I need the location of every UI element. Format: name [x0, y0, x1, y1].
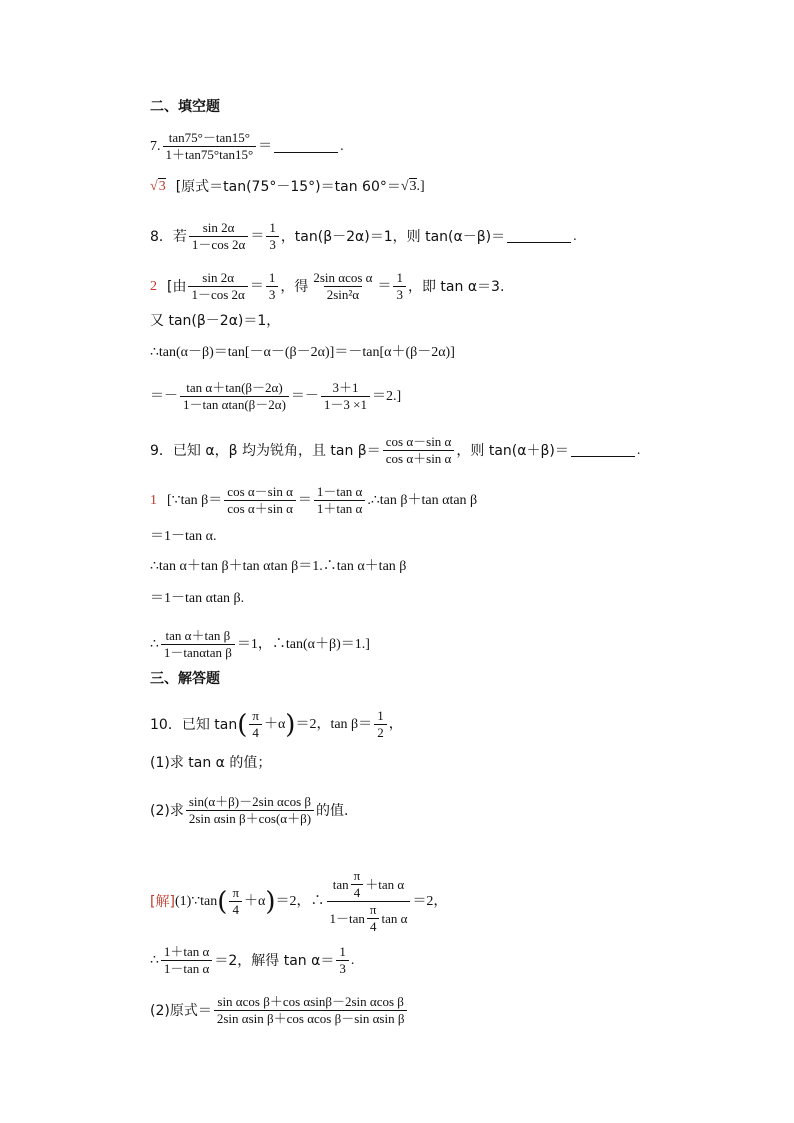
q8-s1-eq2: ＝: [377, 278, 392, 294]
section-heading-fill-in: 二、填空题: [150, 99, 220, 115]
q10-sol3-num: sin αcos β＋cos αsinβ－2sin αcos β: [217, 994, 404, 1009]
q8-s4-a: ＝－: [150, 388, 178, 404]
q8-fraction-1: [189, 220, 248, 253]
q10-sol2-fraction: [161, 944, 212, 977]
q8-s1-fraction-3: [310, 270, 375, 303]
q9-s5-f-num: tan α＋tan β: [165, 628, 231, 643]
q8-s1-fraction-4: [393, 270, 406, 303]
q10-p2-a: (2)求: [150, 802, 184, 819]
q8-s1-fraction-1: [188, 270, 247, 303]
q10-sol1-den-b: tan α: [381, 910, 408, 926]
q8-answer: 2: [150, 278, 157, 294]
q10-sol2-den: 1－tan α: [161, 960, 212, 977]
q8-f1-num: sin 2α: [202, 220, 235, 235]
q8-s4-fraction-2: [321, 380, 370, 413]
q10-half-fraction: [374, 708, 387, 741]
q10-label: 10．已知 tan: [150, 716, 238, 733]
q7-solution-end: .]: [416, 179, 425, 194]
q9-s1-f1-den: cos α＋sin α: [224, 500, 296, 517]
q9-mid: ，则 tan(α＋β)＝: [456, 442, 569, 459]
q7-solution-text: [原式＝tan(75°－15°)＝tan 60°＝: [175, 179, 401, 195]
q10-sol2-result-fraction: [336, 944, 349, 977]
q10-sol1-den-pi-den: 4: [367, 918, 380, 935]
q9-s1-f1-num: cos α－sin α: [227, 484, 293, 499]
q8-s1-c: ，即 tan α＝3.: [407, 278, 505, 295]
q8-s1-f2-den: 3: [266, 286, 279, 303]
q8-s1-a: [由: [167, 278, 187, 295]
q8-s4-fraction-1: [180, 380, 289, 413]
q8-s1-f3-num: 2sin αcos α: [313, 270, 373, 285]
q10-sol1-pi-num: π: [232, 885, 240, 900]
q8-s1-f1-num: sin 2α: [202, 270, 235, 285]
q9-s1-f2-den: 1＋tan α: [314, 500, 365, 517]
q9-f-num: cos α－sin α: [385, 434, 452, 449]
q10-sol1-num-b: ＋tan α: [365, 876, 405, 892]
q10-sol1-paren-open: (: [217, 886, 228, 917]
question-8: [150, 220, 577, 253]
q10-solution-tag: [解]: [150, 893, 175, 910]
q10-p2-fraction: [186, 794, 314, 827]
q10-half-num: 1: [377, 708, 384, 723]
q10-paren-close: ): [285, 709, 296, 740]
q8-s1-fraction-2: [266, 270, 279, 303]
q10-sol2-f-den: 3: [336, 960, 349, 977]
q10-sol1-big-num: [330, 868, 407, 901]
q9-s1-fraction-2: [314, 484, 365, 517]
q8-solution-line-1: [150, 270, 504, 303]
q8-s4-f1-den: 1－tan αtan(β－2α): [180, 396, 289, 413]
q10-sol1-num-pi-num: π: [353, 868, 361, 883]
q10-eq2: ＝2，tan β＝: [295, 716, 373, 732]
q10-sol1-big-fraction: [327, 868, 411, 935]
q10-sol1-num-pi: [351, 868, 364, 901]
q9-s1-b: .∴tan β＋tan αtan β: [367, 492, 478, 508]
q8-solution-line-2: 又 tan(β－2α)＝1，: [150, 313, 281, 329]
q8-s4-f1-num: tan α＋tan(β－2α): [186, 380, 283, 395]
q7-solution-root: √3: [400, 179, 417, 194]
q8-s4-b: ＝－: [290, 388, 319, 404]
q8-s1-f1-den: 1－cos 2α: [188, 286, 247, 303]
q10-part-2: [150, 794, 348, 827]
q10-sol1-a: (1)∵tan: [174, 893, 218, 909]
q9-fraction: [383, 434, 455, 467]
q10-sol1-plus-a: ＋α: [244, 893, 266, 909]
q10-plus-a: ＋α: [263, 716, 286, 732]
q8-s1-f4-num: 1: [396, 270, 403, 285]
q9-s1-eq: ＝: [297, 492, 312, 508]
q9-end: .: [636, 442, 641, 458]
q8-s4-c: ＝2.]: [372, 388, 402, 404]
q7-solution: [150, 178, 425, 196]
q10-sol3-den: 2sin αsin β＋cos αcos β－sin αsin β: [214, 1010, 408, 1027]
q8-solution-line-3: ∴tan(α－β)＝tan[－α－(β－2α)]＝－tan[α＋(β－2α)]: [150, 345, 455, 360]
q9-solution-line-2: ＝1－tan α.: [150, 529, 217, 544]
q9-s5-b: ＝1，∴tan(α＋β)＝1.]: [236, 636, 370, 652]
q9-s5-f-den: 1－tanαtan β: [161, 644, 235, 661]
q9-answer: 1: [150, 492, 157, 508]
q9-label: 9．已知 α，β 均为锐角，且 tan β＝: [150, 442, 381, 459]
section-heading-answer: 三、解答题: [150, 671, 220, 687]
q10-solution-line-3: [150, 994, 409, 1027]
q8-eq: ＝: [250, 228, 265, 244]
q8-label: 8．若: [150, 228, 187, 245]
q8-end: .: [573, 228, 577, 244]
q9-s1-a: [∵tan β＝: [167, 492, 223, 508]
q10-sol1-pi-fraction: [229, 885, 242, 918]
q10-sol1-paren-close: ): [265, 886, 276, 917]
q10-comma: ，: [388, 716, 403, 732]
q10-sol2-c: .: [350, 952, 355, 968]
q9-s1-fraction-1: [224, 484, 296, 517]
q7-label: 7.: [150, 138, 161, 154]
q10-sol1-num-a: tan: [332, 876, 349, 892]
question-9: [150, 434, 640, 467]
q10-sol1-den-pi-num: π: [369, 902, 377, 917]
q8-f1-den: 1－cos 2α: [189, 236, 248, 253]
q8-s4-f2-num: 3＋1: [332, 380, 359, 395]
q10-sol1-b: ＝2，∴: [275, 893, 325, 909]
q7-answer: √3: [150, 179, 166, 194]
q10-p2-num: sin(α＋β)－2sin αcos β: [188, 794, 312, 809]
q10-sol1-num-pi-den: 4: [351, 884, 364, 901]
q10-sol2-num: 1＋tan α: [163, 944, 210, 959]
q10-sol2-f-num: 1: [339, 944, 346, 959]
q8-mid: ，tan(β－2α)＝1，则 tan(α－β)＝: [280, 228, 506, 245]
q10-p2-b: 的值.: [316, 802, 349, 819]
q7-numerator: tan75°－tan15°: [168, 130, 250, 145]
q7-denominator: 1＋tan75°tan15°: [163, 146, 257, 163]
q10-sol1-big-den: [327, 901, 411, 935]
q8-f2-num: 1: [269, 220, 276, 235]
q9-solution-line-5: [150, 628, 370, 661]
q7-answer-blank: [274, 140, 338, 153]
q10-sol2-b: ＝2，解得 tan α＝: [214, 952, 335, 969]
q8-s1-b: ，得: [280, 278, 309, 295]
q10-sol1-c: ＝2，: [412, 893, 448, 909]
q8-solution-line-4: [150, 380, 401, 413]
q10-solution-line-1: [150, 868, 447, 935]
q9-f-den: cos α＋sin α: [383, 450, 455, 467]
q7-equals: ＝: [258, 138, 273, 154]
q10-pi-den: 4: [249, 724, 262, 741]
q10-sol2-a: ∴: [150, 952, 159, 968]
q9-s5-fraction: [161, 628, 235, 661]
q9-solution-line-4: ＝1－tan αtan β.: [150, 591, 245, 606]
q10-half-den: 2: [374, 724, 387, 741]
q7-fraction: [163, 130, 257, 163]
q8-s1-f4-den: 3: [393, 286, 406, 303]
q10-p2-den: 2sin αsin β＋cos(α＋β): [186, 810, 314, 827]
q10-solution-line-2: [150, 944, 354, 977]
q10-sol1-den-pi: [367, 902, 380, 935]
q10-paren-open: (: [237, 709, 248, 740]
q9-solution-line-1: [150, 484, 477, 517]
q9-solution-line-3: ∴tan α＋tan β＋tan αtan β＝1.∴tan α＋tan β: [150, 559, 407, 574]
q8-answer-blank: [507, 230, 571, 243]
q8-s1-f2-num: 1: [268, 270, 276, 285]
q10-sol1-den-a: 1－tan: [329, 910, 365, 926]
q9-answer-blank: [571, 444, 635, 457]
q10-pi-num: π: [252, 708, 259, 723]
q10-sol1-pi-den: 4: [229, 901, 242, 918]
q10-part-1: (1)求 tan α 的值；: [150, 755, 272, 771]
q7-end: .: [340, 138, 344, 154]
q10-pi-fraction: [249, 708, 262, 741]
q8-fraction-2: [266, 220, 279, 253]
q8-s1-f3-den: 2sin²α: [324, 286, 362, 303]
question-10: [150, 708, 403, 741]
q10-sol3-fraction: [214, 994, 408, 1027]
q10-sol3-a: (2)原式＝: [150, 1002, 212, 1019]
q9-s5-a: ∴: [150, 636, 159, 652]
q9-s1-f2-num: 1－tan α: [316, 484, 363, 499]
q8-s4-f2-den: 1－3 ×1: [321, 396, 370, 413]
q8-s1-eq: ＝: [249, 278, 264, 294]
question-7: [150, 130, 344, 163]
q8-f2-den: 3: [266, 236, 279, 253]
